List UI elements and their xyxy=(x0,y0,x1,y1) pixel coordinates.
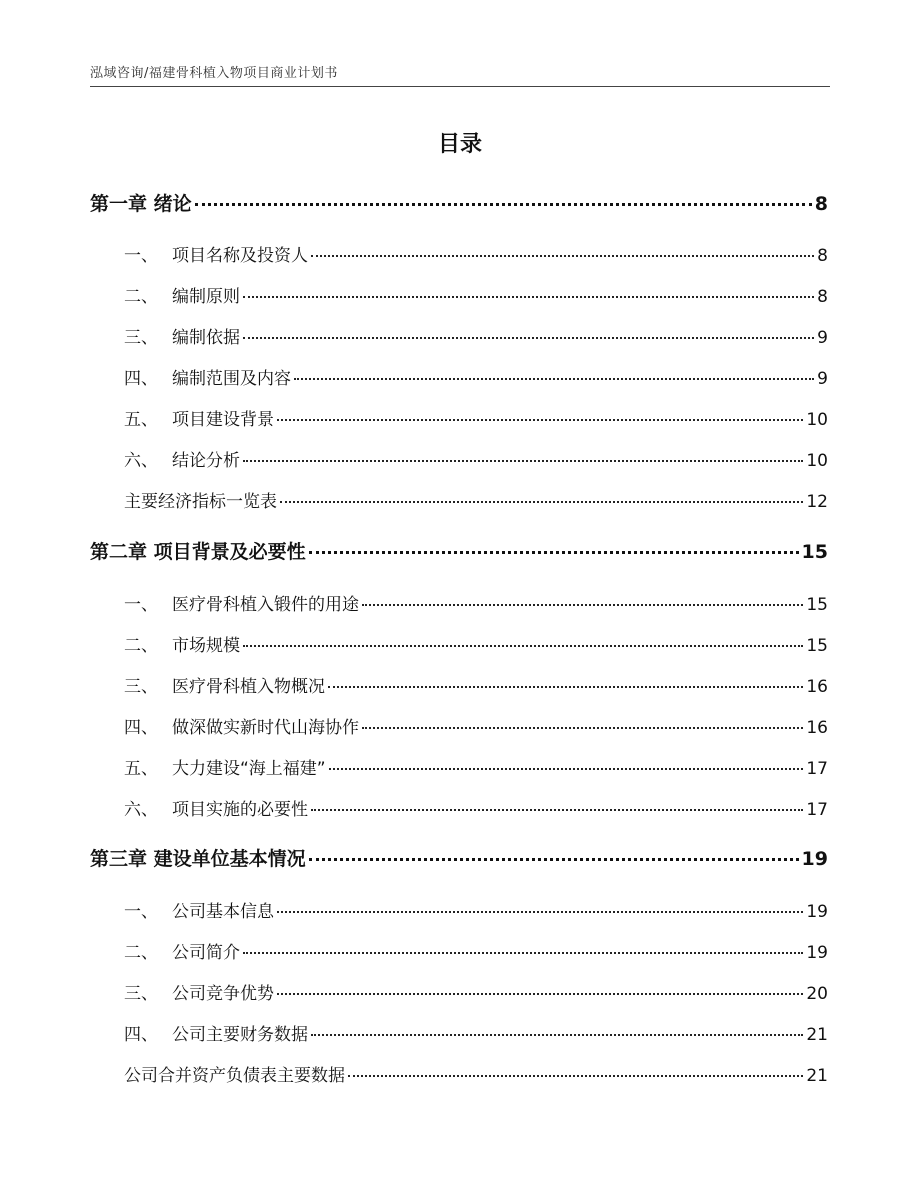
toc-entry-number: 三、 xyxy=(124,984,158,1004)
leader-dots xyxy=(309,551,799,554)
toc-entry-number: 三、 xyxy=(124,677,158,697)
toc-entry-number: 四、 xyxy=(124,369,158,389)
toc-entry-label: 编制原则 xyxy=(172,287,240,307)
toc-chapter-1[interactable] xyxy=(90,189,828,216)
toc-entry[interactable] xyxy=(124,446,828,471)
toc-entry-number: 六、 xyxy=(124,800,158,820)
toc-entry[interactable] xyxy=(124,590,828,615)
toc-entry[interactable] xyxy=(124,405,828,430)
toc-page-number: 19 xyxy=(801,848,828,870)
leader-dots xyxy=(195,203,812,206)
leader-dots xyxy=(309,858,799,861)
leader-dots xyxy=(362,727,803,729)
leader-dots xyxy=(328,686,803,688)
toc-page-number: 12 xyxy=(806,492,828,512)
toc-chapter-label: 第二章 项目背景及必要性 xyxy=(90,541,306,563)
toc-page-number: 8 xyxy=(817,246,828,266)
toc-page-number: 8 xyxy=(817,287,828,307)
toc-entry[interactable] xyxy=(124,631,828,656)
leader-dots xyxy=(243,337,814,339)
toc-entry[interactable] xyxy=(124,487,828,512)
toc-page-number: 19 xyxy=(806,943,828,963)
toc-entry-label: 公司基本信息 xyxy=(172,902,274,922)
toc-entry-label: 公司主要财务数据 xyxy=(172,1025,308,1045)
toc-chapter-label: 第一章 绪论 xyxy=(90,193,192,215)
toc-page-number: 17 xyxy=(806,759,828,779)
toc-entry-label: 医疗骨科植入物概况 xyxy=(172,677,325,697)
toc-entry[interactable] xyxy=(124,897,828,922)
toc-entry-number: 三、 xyxy=(124,328,158,348)
toc-page-number: 16 xyxy=(806,718,828,738)
leader-dots xyxy=(277,911,803,913)
toc-entry-label: 项目建设背景 xyxy=(172,410,274,430)
leader-dots xyxy=(280,501,803,503)
leader-dots xyxy=(243,952,803,954)
toc-entry[interactable] xyxy=(124,979,828,1004)
toc-entry-number: 二、 xyxy=(124,287,158,307)
toc-entry-number: 一、 xyxy=(124,902,158,922)
toc-entry-number: 五、 xyxy=(124,759,158,779)
toc-chapter-label: 第三章 建设单位基本情况 xyxy=(90,848,306,870)
toc-entry-label: 编制范围及内容 xyxy=(172,369,291,389)
toc-page-number: 9 xyxy=(817,328,828,348)
toc-entry[interactable] xyxy=(124,672,828,697)
toc-entry-label: 公司简介 xyxy=(172,943,240,963)
toc-entry-label: 市场规模 xyxy=(172,636,240,656)
toc-entry-number: 一、 xyxy=(124,595,158,615)
toc-page-number: 8 xyxy=(814,193,828,215)
leader-dots xyxy=(329,768,804,770)
toc-entry-label: 项目实施的必要性 xyxy=(172,800,308,820)
toc-page-number: 15 xyxy=(806,636,828,656)
toc-page-number: 9 xyxy=(817,369,828,389)
toc-entry-label: 医疗骨科植入锻件的用途 xyxy=(172,595,359,615)
leader-dots xyxy=(311,1034,803,1036)
toc-title: 目录 xyxy=(437,132,482,157)
toc-entry[interactable] xyxy=(124,323,828,348)
toc-entry-number: 一、 xyxy=(124,246,158,266)
toc-entry-number: 二、 xyxy=(124,943,158,963)
leader-dots xyxy=(348,1075,803,1077)
toc-entry-label: 大力建设“海上福建” xyxy=(172,759,326,779)
toc-entry-number: 四、 xyxy=(124,718,158,738)
toc-page-number: 10 xyxy=(806,410,828,430)
toc-entry-label: 主要经济指标一览表 xyxy=(124,492,277,512)
leader-dots xyxy=(294,378,814,380)
leader-dots xyxy=(311,255,814,257)
toc-entry[interactable] xyxy=(124,713,828,738)
toc-entry-label: 公司合并资产负债表主要数据 xyxy=(124,1066,345,1086)
leader-dots xyxy=(243,645,803,647)
toc-entry-label: 项目名称及投资人 xyxy=(172,246,308,266)
toc-entry[interactable] xyxy=(124,241,828,266)
toc-page-number: 20 xyxy=(806,984,828,1004)
toc-page-number: 15 xyxy=(801,541,828,563)
toc-chapter-3[interactable] xyxy=(90,844,828,871)
toc-entry-label: 结论分析 xyxy=(172,451,240,471)
toc-entry[interactable] xyxy=(124,1020,828,1045)
toc-entry-label: 编制依据 xyxy=(172,328,240,348)
toc-entry[interactable] xyxy=(124,938,828,963)
toc-page-number: 16 xyxy=(806,677,828,697)
header-rule xyxy=(90,86,830,87)
leader-dots xyxy=(243,460,803,462)
toc-entry-number: 五、 xyxy=(124,410,158,430)
toc-entry[interactable] xyxy=(124,364,828,389)
toc-page-number: 21 xyxy=(806,1025,828,1045)
leader-dots xyxy=(243,296,814,298)
toc-page-number: 10 xyxy=(806,451,828,471)
toc-entry[interactable] xyxy=(124,282,828,307)
toc-chapter-2[interactable] xyxy=(90,537,828,564)
leader-dots xyxy=(277,993,803,995)
toc-page-number: 17 xyxy=(806,800,828,820)
toc-entry-number: 四、 xyxy=(124,1025,158,1045)
toc-page-number: 19 xyxy=(806,902,828,922)
toc-entry-label: 公司竞争优势 xyxy=(172,984,274,1004)
toc-page-number: 21 xyxy=(806,1066,828,1086)
toc-entry-number: 六、 xyxy=(124,451,158,471)
running-header: 泓域咨询/福建骨科植入物项目商业计划书 xyxy=(90,66,338,81)
toc-entry-number: 二、 xyxy=(124,636,158,656)
leader-dots xyxy=(277,419,803,421)
toc-entry-label: 做深做实新时代山海协作 xyxy=(172,718,359,738)
toc-entry[interactable] xyxy=(124,754,828,779)
toc-page-number: 15 xyxy=(806,595,828,615)
leader-dots xyxy=(362,604,803,606)
leader-dots xyxy=(311,809,803,811)
toc-entry[interactable] xyxy=(124,795,828,820)
toc-entry[interactable] xyxy=(124,1061,828,1086)
